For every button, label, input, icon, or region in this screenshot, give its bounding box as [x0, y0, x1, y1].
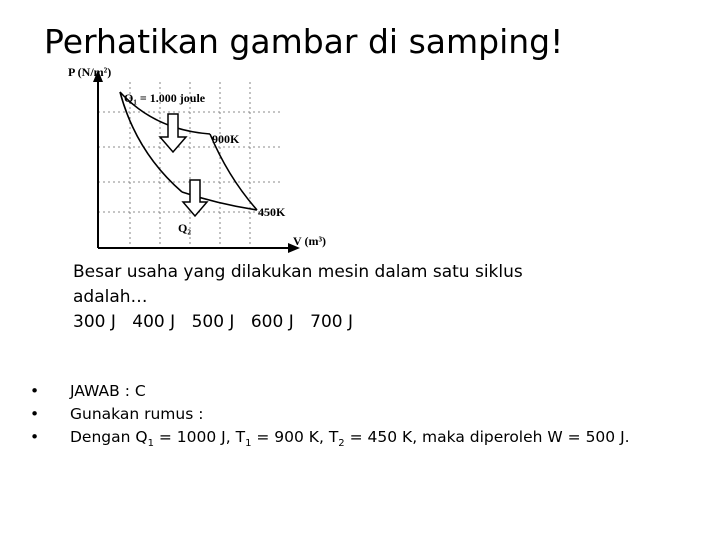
answer-bullets	[30, 380, 630, 455]
option-e: 700 J	[310, 312, 353, 332]
option-c: 500 J	[191, 312, 235, 332]
bullet-answer: • JAWAB : C	[30, 380, 630, 403]
question	[73, 260, 523, 335]
bullet-given: • Dengan $Q_1 = 1000$ J, $T_1 = 900$ K, $T_2 = 450$ K, maka diperoleh W = 500 J.	[30, 426, 630, 455]
t-high-label: 900K	[212, 132, 240, 146]
option-a: 300 J	[73, 312, 116, 332]
y-axis-label: P (N/m²)	[68, 65, 112, 79]
q1-arrow	[160, 114, 186, 152]
x-axis-label: V (m³)	[293, 234, 327, 248]
option-d: 600 J	[250, 312, 294, 332]
cycle	[120, 92, 257, 210]
slide-title: Perhatikan gambar di samping!	[44, 22, 564, 61]
option-b: 400 J	[132, 312, 176, 332]
q1-label: Q₁ = 1.000 joule	[124, 91, 206, 105]
answer-options	[73, 310, 523, 335]
question-line-2: adalah…	[73, 287, 148, 307]
bullet-formula: • Gunakan rumus :	[30, 403, 630, 426]
question-line-1: Besar usaha yang dilakukan mesin dalam satu siklus	[73, 262, 523, 282]
q2-label: Q₂	[178, 221, 191, 235]
t-low-label: 450K	[258, 205, 286, 219]
carnot-cycle-diagram	[60, 62, 360, 262]
